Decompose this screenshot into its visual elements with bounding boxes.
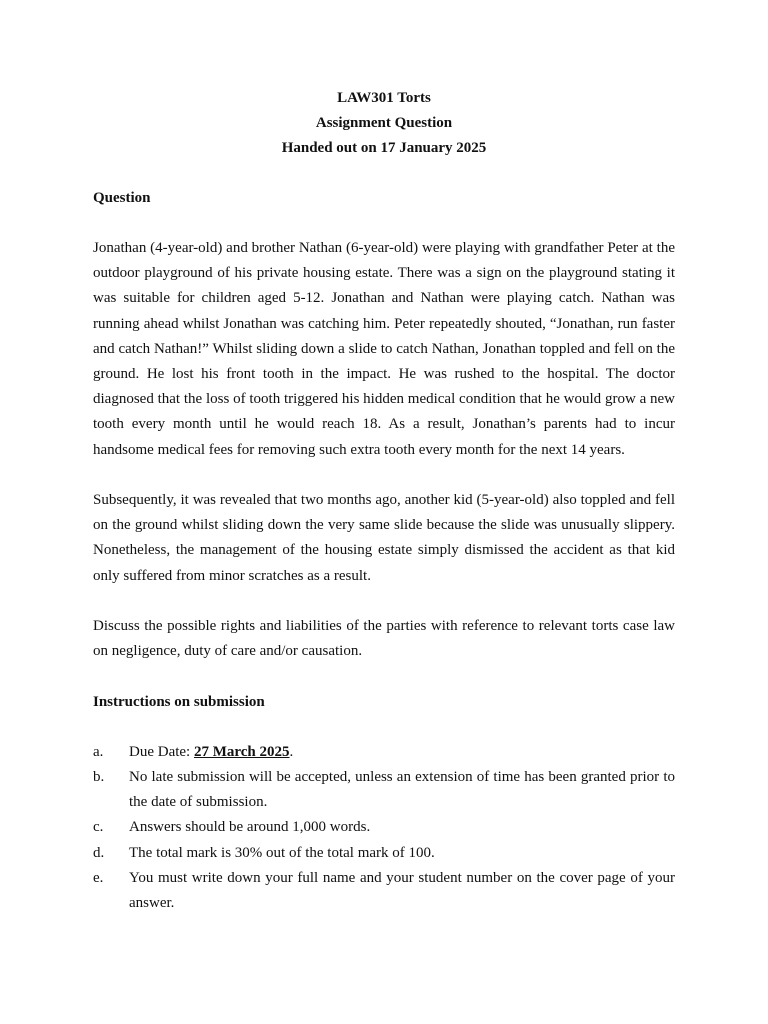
- document-page: [93, 86, 675, 916]
- due-date-item: [129, 740, 675, 765]
- list-marker: c.: [93, 819, 104, 836]
- due-date-value: 27 March 2025: [193, 743, 290, 760]
- list-marker: e.: [93, 869, 104, 886]
- course-title: LAW301 Torts: [337, 90, 431, 106]
- list-marker: b.: [93, 769, 105, 785]
- due-date-label: Due Date:: [129, 743, 194, 760]
- list-item-text: Answers should be around 1,000 words.: [129, 819, 371, 836]
- list-item-text: No late submission will be accepted, unless an extension of time has been granted prior to the date of submission.: [129, 769, 675, 811]
- assignment-subtitle: Assignment Question: [315, 115, 453, 131]
- list-item: [93, 815, 675, 840]
- due-date-suffix: .: [289, 743, 294, 760]
- question-paragraph-1: Jonathan (4-year-old) and brother Nathan (6-year-old) were playing with grandfather Peter at the outdoor playground of his private housing estate. There was a sign on the playground stating it was suitable for children aged 5-12. Jonathan and Nathan were playing catch. Nathan was running ahead whilst Jonathan was catching him. Peter repeatedly shouted, “Jonathan, run faster and catch Nathan!” Whilst sliding down a slide to catch Nathan, Jonathan toppled and fell on the ground. He lost his front tooth in the impact. He was rushed to the hospital. The doctor diagnosed that the loss of tooth triggered his hidden medical condition that he would grow a new tooth every month until he would reach 18. As a result, Jonathan’s parents had to incur handsome medical fees for removing such extra tooth every month for the next 14 years.: [93, 240, 675, 458]
- list-item-text: The total mark is 30% out of the total mark of 100.: [129, 844, 435, 861]
- instructions-list: [93, 740, 675, 916]
- question-paragraph-2: Subsequently, it was revealed that two months ago, another kid (5-year-old) also toppled and fell on the ground whilst sliding down the very same slide because the slide was unusually slippery. Nonetheless, the management of the housing estate simply dismissed the accident as that kid only suffered from minor scratches as a result.: [93, 492, 675, 584]
- list-item-text: You must write down your full name and your student number on the cover page of your answer.: [129, 869, 675, 912]
- question-paragraph-3: Discuss the possible rights and liabilities of the parties with reference to relevant torts case law on negligence, duty of care and/or causation.: [93, 618, 675, 660]
- list-item: [93, 740, 675, 765]
- list-item: [93, 765, 675, 815]
- list-marker: a.: [93, 743, 104, 760]
- list-item: [93, 841, 675, 866]
- list-marker: d.: [93, 844, 105, 861]
- handout-date: Handed out on 17 January 2025: [281, 140, 487, 156]
- question-heading: Question: [93, 190, 151, 206]
- instructions-heading: Instructions on submission: [93, 693, 265, 710]
- list-item: [93, 866, 675, 916]
